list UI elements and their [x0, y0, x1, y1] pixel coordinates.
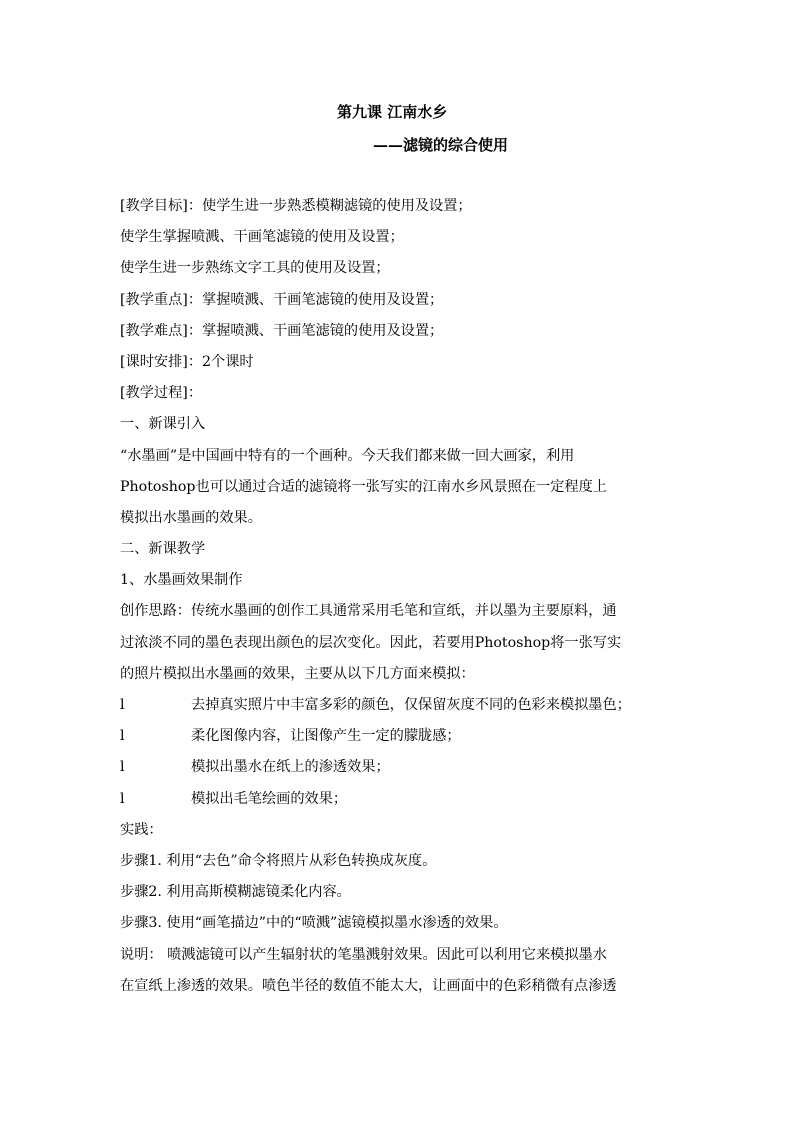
list-item	[120, 784, 680, 815]
list-item-number: l	[120, 759, 125, 776]
subsection-heading: 1、水墨画效果制作	[120, 572, 243, 589]
paragraph-line: 过浓淡不同的墨色表现出颜色的层次变化。因此，若要用Photoshop将一张写实	[120, 634, 622, 651]
process-heading: [教学过程]：	[120, 385, 203, 402]
difficulty-line: [教学难点]：掌握喷溅、干画笔滤镜的使用及设置；	[120, 322, 444, 339]
note-line: 在宣纸上渗透的效果。喷色半径的数值不能太大，让画面中的色彩稍微有点渗透	[120, 977, 617, 994]
paragraph-line: 的照片模拟出水墨画的效果，主要从以下几方面来模拟：	[120, 665, 475, 682]
step-line: 步骤2. 利用高斯模糊滤镜柔化内容。	[120, 884, 351, 901]
section-heading: 二、新课教学	[120, 541, 206, 558]
step-line: 步骤1. 利用“去色”命令将照片从彩色转换成灰度。	[120, 852, 437, 869]
note-line: 说明： 喷溅滤镜可以产生辐射状的笔墨溅射效果。因此可以利用它来模拟墨水	[120, 946, 607, 963]
paragraph-line: “水墨画”是中国画中特有的一个画种。今天我们都来做一回大画家，利用	[120, 447, 575, 464]
list-item-number: l	[120, 697, 125, 713]
lesson-title: 第九课 江南水乡	[337, 103, 448, 121]
teaching-goal-line: [教学目标]：使学生进一步熟悉模糊滤镜的使用及设置；	[120, 198, 472, 214]
teaching-goal-line: 使学生进一步熟练文字工具的使用及设置；	[120, 260, 390, 277]
key-point-line: [教学重点]：掌握喷溅、干画笔滤镜的使用及设置；	[120, 291, 444, 308]
practice-heading: 实践：	[120, 821, 163, 838]
document-body	[120, 191, 680, 1002]
list-item	[120, 752, 680, 783]
paragraph-line: 创作思路：传统水墨画的创作工具通常采用毛笔和宣纸，并以墨为主要原料，通	[120, 603, 617, 620]
list-item	[120, 721, 680, 752]
list-item-text: 去掉真实照片中丰富多彩的颜色，仅保留灰度不同的色彩来模拟墨色；	[191, 697, 631, 713]
list-item-text: 柔化图像内容，让图像产生一定的朦胧感；	[191, 728, 461, 745]
list-item-text: 模拟出毛笔绘画的效果；	[191, 790, 348, 807]
schedule-line: [课时安排]：2个课时	[120, 353, 254, 370]
step-line: 步骤3. 使用“画笔描边”中的“喷溅”滤镜模拟墨水渗透的效果。	[120, 915, 508, 932]
section-heading: 一、新课引入	[120, 416, 206, 433]
lesson-subtitle: ——滤镜的综合使用	[373, 136, 509, 154]
teaching-goal-line: 使学生掌握喷溅、干画笔滤镜的使用及设置；	[120, 229, 404, 246]
list-item-number: l	[120, 790, 125, 807]
list-item-text: 模拟出墨水在纸上的渗透效果；	[191, 759, 390, 776]
list-item-number: l	[120, 728, 125, 745]
paragraph-line: 模拟出水墨画的效果。	[120, 509, 262, 526]
list-item	[120, 690, 680, 721]
paragraph-line: Photoshop也可以通过合适的滤镜将一张写实的江南水乡风景照在一定程度上	[120, 478, 607, 495]
